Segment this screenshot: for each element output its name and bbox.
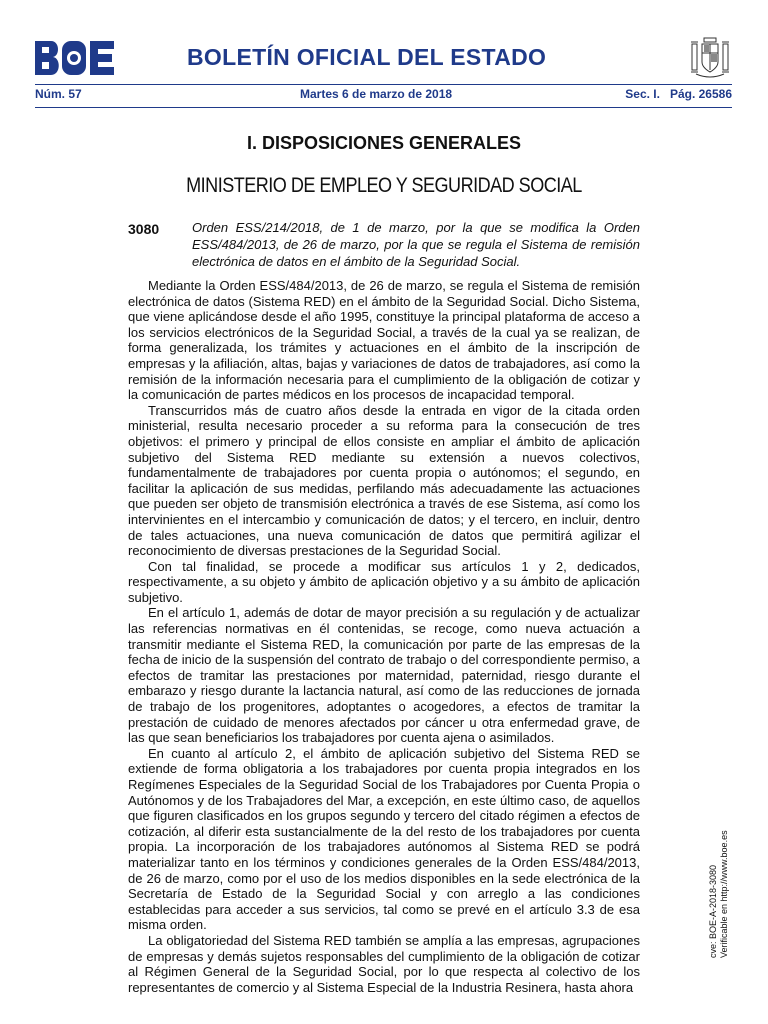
header-rule-bottom [35, 107, 732, 108]
cve-code: cve: BOE-A-2018-3080 [708, 864, 718, 958]
paragraph: En el artículo 1, además de dotar de mayor precisión a su regulación y de actualizar las referencias normativas en él contenidas, se recoge, como nueva actuación a transmitir mediante el Sistema RED, la comunicación por parte de las empresas de la fecha de inicio de la suspensión del contrato de trabajo o del correspondiente permiso, a efectos de tramitar las prestaciones por maternidad, paternidad, riesgo durante el embarazo y riesgo durante la lactancia natural, así como de las reducciones de jornada de trabajo de los progenitores, adoptantes o acogedores, a efectos de tramitar la prestación de cuidado de menores afectados por cáncer u otra enfermedad grave, de las que sean beneficiarios los trabajadores por cuenta ajena o asimilados. [128, 605, 640, 746]
document-body [128, 278, 640, 995]
paragraph: Transcurridos más de cuatro años desde la entrada en vigor de la citada orden ministerial, resulta necesario proceder a su reforma para la consecución de tres objetivos: el primero y principal de ellos consiste en ampliar el ámbito de aplicación subjetivo del Sistema RED mediante su extensión a nuevos colectivos, fundamentalmente de trabajadores por cuenta propia o autónomos; el segundo, en facilitar la aplicación de sus medidas, perfilando más adecuadamente las actuaciones que pueden ser objeto de transmisión electrónica a través de ese Sistema, así como los intervinientes en el intercambio y comunicación de datos; y el tercero, en incluir, dentro de tales actuaciones, una nueva comunicación de datos que permitirá agilizar el reconocimiento de diversas prestaciones de la Seguridad Social. [128, 402, 640, 559]
issue-number: Núm. 57 [35, 87, 82, 101]
paragraph: Mediante la Orden ESS/484/2013, de 26 de marzo, se regula el Sistema de remisión electrónica de datos (Sistema RED) en el ámbito de la Seguridad Social. Dicho Sistema, que viene aplicándose desde el año 1995, constituye la principal plataforma de acceso a los servicios electrónicos de la Seguridad Social, a través de la cual ya se realizan, de forma generalizada, los trámites y actuaciones en el ámbito de la inscripción de empresas y la afiliación, altas, bajas y variaciones de datos de trabajadores, así como la remisión de la información necesaria para el cumplimiento de la obligación de cotizar y la comunicación de partes médicos en los procesos de incapacidad temporal. [128, 278, 640, 403]
boe-logo [35, 40, 115, 76]
ministry-title: MINISTERIO DE EMPLEO Y SEGURIDAD SOCIAL [186, 174, 582, 197]
paragraph: En cuanto al artículo 2, el ámbito de aplicación subjetivo del Sistema RED se extiende de forma obligatoria a los trabajadores por cuenta propia integrados en los Regímenes Especiales de la Seguridad Social de los Trabajadores por Cuenta Propia o Autónomos y de los Trabajadores del Mar, a excepción, en este último caso, de aquellos que figuren clasificados en los grupos segundo y tercero del citado régimen a efectos de cotización, al diferir esta sustancialmente de la del resto de los trabajadores por cuenta propia. La incorporación de los trabajadores autónomos al Sistema RED se podrá materializar tanto en los términos y condiciones generales de la Orden ESS/484/2013, de 26 de marzo, como por el uso de los medios disponibles en la sede electrónica de la Secretaría de Estado de la Seguridad Social y con arreglo a las condiciones establecidas para acceder a sus servicios, tal como se prevé en el artículo 3.3 de esa misma orden. [128, 745, 640, 933]
issue-date: Martes 6 de marzo de 2018 [300, 87, 453, 101]
header-rule-top [35, 84, 732, 85]
verification-link[interactable]: Verificable en http://www.boe.es [719, 830, 729, 958]
paragraph: Con tal finalidad, se procede a modificar sus artículos 1 y 2, dedicados, respectivamente, a su objeto y ámbito de aplicación objetivo y a su ámbito de aplicación subjetivo. [128, 558, 640, 605]
document-number: 3080 [128, 221, 160, 237]
section-title: I. DISPOSICIONES GENERALES [246, 133, 522, 153]
verification-note [708, 798, 744, 958]
document-summary: Orden ESS/214/2018, de 1 de marzo, por la que se modifica la Orden ESS/484/2013, de 26 de marzo, por la que se regula el Sistema de remisión electrónica de datos en el ámbito de la Seguridad Social. [192, 220, 640, 269]
section-page: Sec. I. Pág. 26586 [625, 87, 732, 101]
gazette-title: BOLETÍN OFICIAL DEL ESTADO [187, 44, 547, 70]
coat-of-arms-icon [688, 34, 732, 80]
paragraph: La obligatoriedad del Sistema RED también se amplía a las empresas, agrupaciones de empresas y demás sujetos responsables del cumplimiento de la obligación de cotizar al Régimen General de la Seguridad Social, por lo que respecta al colectivo de los representantes de comercio y al Sistema Especial de la Industria Resinera, hasta ahora [128, 932, 640, 995]
